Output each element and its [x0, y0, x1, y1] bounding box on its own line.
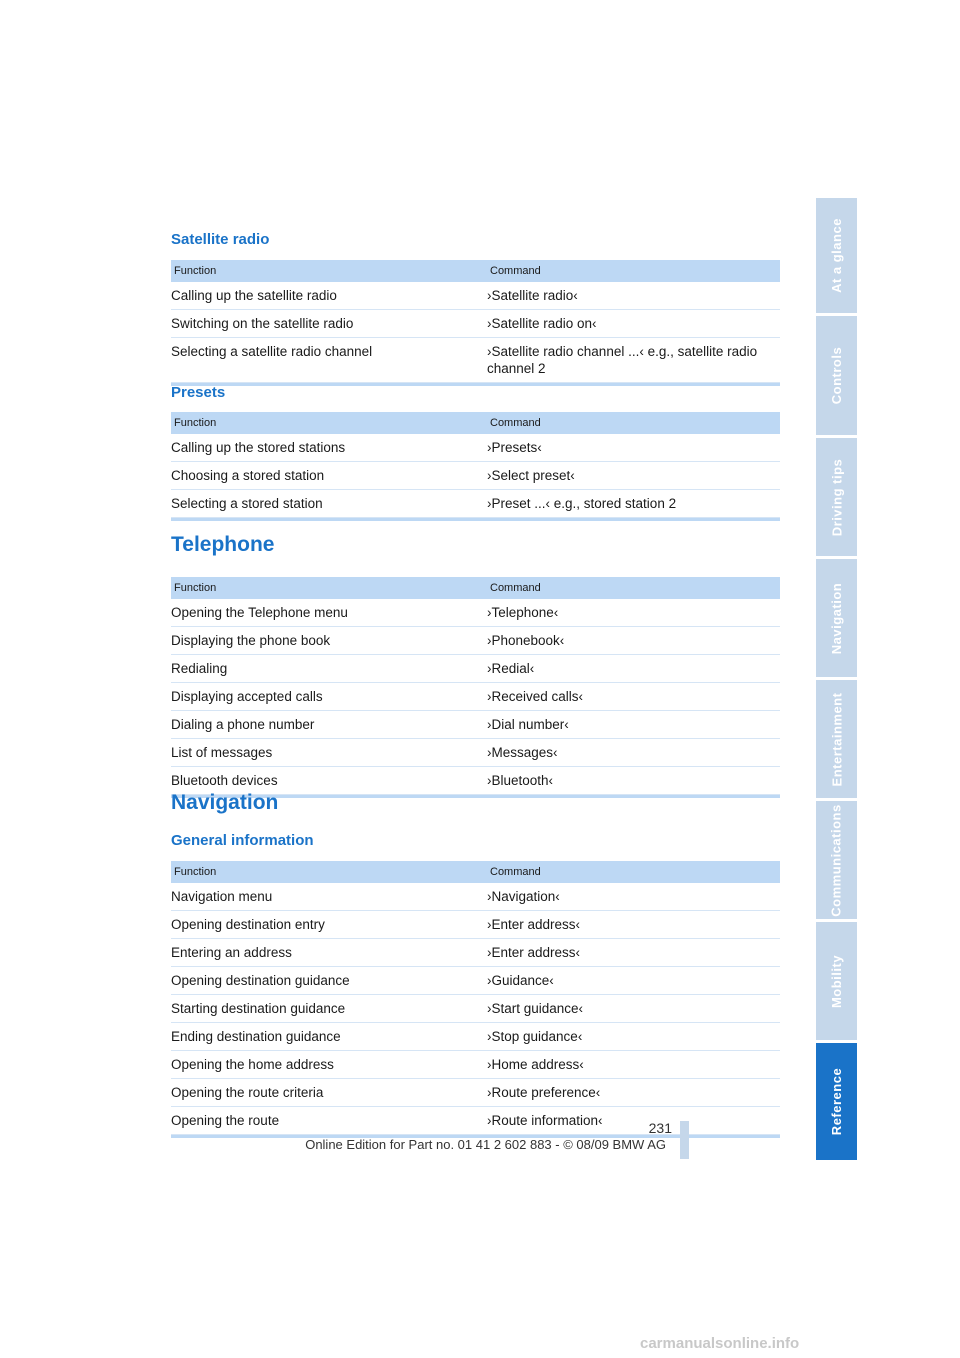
table-row [171, 1023, 780, 1051]
table-row [171, 1079, 780, 1107]
command-cell: ›Stop guidance‹ [487, 1029, 583, 1044]
tab-entertainment[interactable]: Entertainment [816, 680, 857, 798]
table-row [171, 462, 780, 490]
footer-text: Online Edition for Part no. 01 41 2 602 883 - © 08/09 BMW AG [305, 1137, 666, 1152]
table-row [171, 683, 780, 711]
tab-controls[interactable]: Controls [816, 316, 857, 435]
table-row [171, 911, 780, 939]
command-cell: ›Route information‹ [487, 1113, 603, 1128]
function-cell: Selecting a stored station [171, 496, 323, 511]
command-cell: ›Navigation‹ [487, 889, 560, 904]
tab-communications[interactable]: Communications [816, 801, 857, 919]
function-cell: Opening the Telephone menu [171, 605, 348, 620]
table-row [171, 338, 780, 383]
command-cell: ›Preset ...‹ e.g., stored station 2 [487, 496, 677, 511]
navigation-table [171, 861, 780, 1138]
table-header [171, 577, 780, 599]
tab-at-a-glance[interactable]: At a glance [816, 198, 857, 313]
presets-table [171, 412, 780, 521]
table-row [171, 655, 780, 683]
table-row [171, 282, 780, 310]
function-cell: Dialing a phone number [171, 717, 315, 732]
table-row [171, 310, 780, 338]
tab-mobility[interactable]: Mobility [816, 922, 857, 1040]
table-row [171, 490, 780, 518]
command-cell: ›Presets‹ [487, 440, 542, 455]
command-cell: ›Satellite radio‹ [487, 288, 578, 303]
command-cell: ›Guidance‹ [487, 973, 554, 988]
table-row [171, 711, 780, 739]
command-cell: ›Redial‹ [487, 661, 535, 676]
function-cell: Navigation menu [171, 889, 273, 904]
function-cell: Displaying accepted calls [171, 689, 323, 704]
satellite-radio-table [171, 260, 780, 386]
command-cell: ›Telephone‹ [487, 605, 559, 620]
tab-driving-tips[interactable]: Driving tips [816, 438, 857, 556]
table-row [171, 995, 780, 1023]
function-cell: Ending destination guidance [171, 1029, 341, 1044]
telephone-table [171, 577, 780, 798]
command-cell: ›Select preset‹ [487, 468, 575, 483]
function-header: Function [174, 265, 217, 277]
function-cell: Selecting a satellite radio channel [171, 344, 373, 359]
command-header: Command [490, 417, 541, 429]
command-header: Command [490, 866, 541, 878]
function-cell: Switching on the satellite radio [171, 316, 354, 331]
table-header [171, 861, 780, 883]
table-row [171, 739, 780, 767]
function-cell: Opening the home address [171, 1057, 334, 1072]
command-cell: ›Start guidance‹ [487, 1001, 584, 1016]
command-cell: ›Satellite radio on‹ [487, 316, 597, 331]
command-cell: ›Satellite radio channel ...‹ e.g., satellite radio channel 2 [487, 344, 758, 376]
command-cell: ›Bluetooth‹ [487, 773, 554, 788]
tab-navigation[interactable]: Navigation [816, 559, 857, 677]
table-row [171, 967, 780, 995]
watermark: carmanualsonline.info [640, 1335, 800, 1352]
command-cell: ›Enter address‹ [487, 917, 581, 932]
function-cell: Opening the route criteria [171, 1085, 324, 1100]
function-cell: Calling up the satellite radio [171, 288, 337, 303]
function-cell: Bluetooth devices [171, 773, 278, 788]
tab-reference[interactable]: Reference [816, 1043, 857, 1160]
function-cell: Opening the route [171, 1113, 280, 1128]
page-number: 231 [648, 1120, 672, 1136]
table-header [171, 412, 780, 434]
function-header: Function [174, 582, 217, 594]
function-cell: Opening destination guidance [171, 973, 350, 988]
function-header: Function [174, 866, 217, 878]
telephone-heading: Telephone [171, 533, 275, 556]
navigation-heading: Navigation [171, 791, 279, 814]
satellite-radio-heading: Satellite radio [171, 231, 270, 248]
table-row [171, 627, 780, 655]
command-cell: ›Enter address‹ [487, 945, 581, 960]
command-header: Command [490, 582, 541, 594]
table-row [171, 1051, 780, 1079]
presets-heading: Presets [171, 384, 226, 401]
function-cell: List of messages [171, 745, 273, 760]
command-header: Command [490, 265, 541, 277]
command-cell: ›Messages‹ [487, 745, 558, 760]
general-information-heading: General information [171, 832, 314, 849]
command-cell: ›Received calls‹ [487, 689, 584, 704]
function-header: Function [174, 417, 217, 429]
footer-bar [680, 1121, 689, 1159]
command-cell: ›Dial number‹ [487, 717, 569, 732]
table-header [171, 260, 780, 282]
function-cell: Displaying the phone book [171, 633, 331, 648]
function-cell: Redialing [171, 661, 228, 676]
command-cell: ›Route preference‹ [487, 1085, 601, 1100]
function-cell: Choosing a stored station [171, 468, 325, 483]
function-cell: Starting destination guidance [171, 1001, 346, 1016]
table-row [171, 599, 780, 627]
command-cell: ›Home address‹ [487, 1057, 584, 1072]
table-row [171, 939, 780, 967]
table-row [171, 883, 780, 911]
function-cell: Entering an address [171, 945, 292, 960]
command-cell: ›Phonebook‹ [487, 633, 565, 648]
table-row [171, 434, 780, 462]
function-cell: Opening destination entry [171, 917, 325, 932]
function-cell: Calling up the stored stations [171, 440, 346, 455]
